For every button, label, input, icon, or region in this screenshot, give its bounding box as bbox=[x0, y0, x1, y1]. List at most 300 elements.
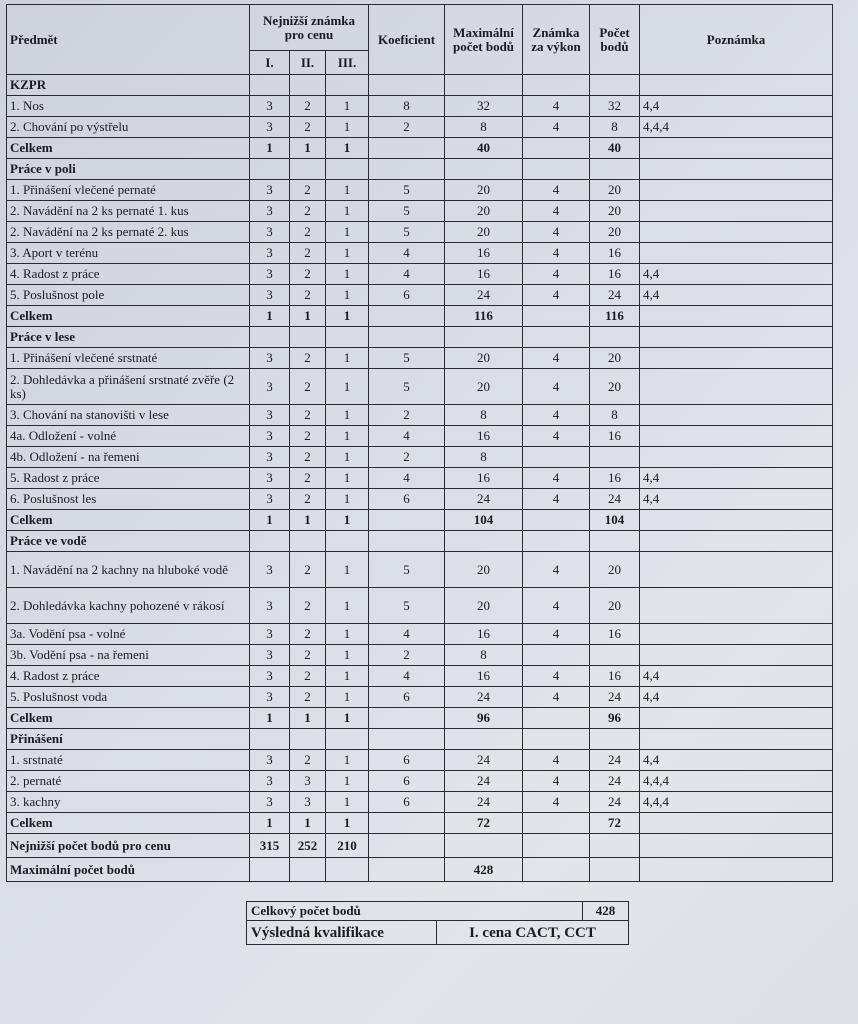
row-points: 20 bbox=[590, 552, 640, 588]
section-header-row bbox=[7, 327, 833, 348]
row-grade-performance: 4 bbox=[523, 117, 590, 138]
row-grade-ii: 2 bbox=[290, 117, 326, 138]
empty-cell bbox=[640, 813, 833, 834]
empty-cell bbox=[250, 327, 290, 348]
row-grade-i: 3 bbox=[250, 588, 290, 624]
total-grade-iii: 1 bbox=[326, 306, 369, 327]
section-total-row bbox=[7, 306, 833, 327]
row-note bbox=[640, 426, 833, 447]
row-note bbox=[640, 348, 833, 369]
row-subject: 5. Poslušnost voda bbox=[7, 687, 250, 708]
empty-cell bbox=[523, 834, 590, 858]
row-grade-iii: 1 bbox=[326, 264, 369, 285]
row-points: 8 bbox=[590, 117, 640, 138]
row-grade-ii: 2 bbox=[290, 96, 326, 117]
row-grade-i: 3 bbox=[250, 426, 290, 447]
row-grade-i: 3 bbox=[250, 222, 290, 243]
row-grade-ii: 2 bbox=[290, 426, 326, 447]
row-subject: 2. Dohledávka kachny pohozené v rákosí bbox=[7, 588, 250, 624]
section-title: Práce v poli bbox=[7, 159, 250, 180]
row-coefficient: 5 bbox=[369, 348, 445, 369]
row-grade-i: 3 bbox=[250, 645, 290, 666]
section-header-row bbox=[7, 75, 833, 96]
row-note bbox=[640, 552, 833, 588]
empty-cell bbox=[326, 75, 369, 96]
row-subject: 5. Poslušnost pole bbox=[7, 285, 250, 306]
empty-cell bbox=[445, 75, 523, 96]
empty-cell bbox=[369, 159, 445, 180]
row-note: 4,4 bbox=[640, 96, 833, 117]
row-max-points: 20 bbox=[445, 369, 523, 405]
row-subject: 4a. Odložení - volné bbox=[7, 426, 250, 447]
empty-cell bbox=[523, 708, 590, 729]
qualification-value: I. cena CACT, CCT bbox=[437, 921, 629, 945]
row-points: 20 bbox=[590, 369, 640, 405]
section-total-row bbox=[7, 510, 833, 531]
section-header-row bbox=[7, 531, 833, 552]
row-grade-i: 3 bbox=[250, 624, 290, 645]
row-note: 4,4,4 bbox=[640, 792, 833, 813]
row-points: 24 bbox=[590, 687, 640, 708]
row-points: 24 bbox=[590, 285, 640, 306]
row-grade-iii: 1 bbox=[326, 666, 369, 687]
empty-cell bbox=[640, 138, 833, 159]
row-grade-iii: 1 bbox=[326, 117, 369, 138]
section-title: Práce v lese bbox=[7, 327, 250, 348]
row-subject: 3. Aport v terénu bbox=[7, 243, 250, 264]
row-grade-i: 3 bbox=[250, 405, 290, 426]
row-subject: 3b. Vodění psa - na řemeni bbox=[7, 645, 250, 666]
row-subject: 1. Přinášení vlečené srstnaté bbox=[7, 348, 250, 369]
row-grade-ii: 3 bbox=[290, 771, 326, 792]
row-max-points: 16 bbox=[445, 426, 523, 447]
header-subject: Předmět bbox=[7, 5, 250, 75]
row-subject: 2. pernaté bbox=[7, 771, 250, 792]
row-max-points: 8 bbox=[445, 645, 523, 666]
max-points-value: 428 bbox=[445, 858, 523, 882]
empty-cell bbox=[369, 834, 445, 858]
row-grade-ii: 2 bbox=[290, 666, 326, 687]
empty-cell bbox=[590, 858, 640, 882]
row-max-points: 24 bbox=[445, 750, 523, 771]
section-total-row bbox=[7, 138, 833, 159]
lowest-points-label: Nejnižší počet bodů pro cenu bbox=[7, 834, 250, 858]
empty-cell bbox=[369, 75, 445, 96]
row-max-points: 32 bbox=[445, 96, 523, 117]
row-coefficient: 2 bbox=[369, 447, 445, 468]
row-points: 24 bbox=[590, 489, 640, 510]
row-grade-i: 3 bbox=[250, 447, 290, 468]
row-note: 4,4,4 bbox=[640, 771, 833, 792]
row-subject: 1. Přinášení vlečené pernaté bbox=[7, 180, 250, 201]
row-note: 4,4 bbox=[640, 687, 833, 708]
row-max-points: 24 bbox=[445, 687, 523, 708]
table-row bbox=[7, 645, 833, 666]
row-grade-ii: 2 bbox=[290, 489, 326, 510]
row-max-points: 20 bbox=[445, 552, 523, 588]
row-coefficient: 6 bbox=[369, 771, 445, 792]
score-table-body bbox=[7, 75, 833, 834]
row-grade-iii: 1 bbox=[326, 180, 369, 201]
row-coefficient: 2 bbox=[369, 117, 445, 138]
empty-cell bbox=[250, 159, 290, 180]
max-points-label: Maximální počet bodů bbox=[7, 858, 250, 882]
table-row bbox=[7, 222, 833, 243]
row-note bbox=[640, 588, 833, 624]
row-points: 16 bbox=[590, 426, 640, 447]
empty-cell bbox=[326, 327, 369, 348]
row-points: 16 bbox=[590, 624, 640, 645]
row-subject: 1. Nos bbox=[7, 96, 250, 117]
empty-cell bbox=[523, 306, 590, 327]
row-grade-iii: 1 bbox=[326, 243, 369, 264]
empty-cell bbox=[590, 834, 640, 858]
row-grade-iii: 1 bbox=[326, 489, 369, 510]
header-grade-i: I. bbox=[250, 51, 290, 75]
score-table-summary bbox=[7, 834, 833, 882]
empty-cell bbox=[290, 75, 326, 96]
row-grade-performance bbox=[523, 447, 590, 468]
row-max-points: 24 bbox=[445, 771, 523, 792]
empty-cell bbox=[250, 531, 290, 552]
row-grade-performance: 4 bbox=[523, 264, 590, 285]
row-coefficient: 6 bbox=[369, 792, 445, 813]
row-grade-ii: 2 bbox=[290, 750, 326, 771]
total-max-points: 96 bbox=[445, 708, 523, 729]
row-grade-performance: 4 bbox=[523, 552, 590, 588]
row-subject: 4. Radost z práce bbox=[7, 264, 250, 285]
row-note bbox=[640, 447, 833, 468]
empty-cell bbox=[445, 834, 523, 858]
row-grade-i: 3 bbox=[250, 750, 290, 771]
header-note: Poznámka bbox=[640, 5, 833, 75]
row-grade-iii: 1 bbox=[326, 201, 369, 222]
row-grade-performance: 4 bbox=[523, 687, 590, 708]
empty-cell bbox=[523, 858, 590, 882]
empty-cell bbox=[590, 531, 640, 552]
row-coefficient: 8 bbox=[369, 96, 445, 117]
empty-cell bbox=[523, 138, 590, 159]
row-points: 20 bbox=[590, 180, 640, 201]
row-max-points: 20 bbox=[445, 348, 523, 369]
table-row bbox=[7, 468, 833, 489]
row-note bbox=[640, 624, 833, 645]
row-points: 24 bbox=[590, 771, 640, 792]
empty-cell bbox=[640, 159, 833, 180]
row-grade-performance: 4 bbox=[523, 666, 590, 687]
row-subject: 6. Poslušnost les bbox=[7, 489, 250, 510]
row-grade-performance: 4 bbox=[523, 588, 590, 624]
empty-cell bbox=[523, 510, 590, 531]
row-grade-i: 3 bbox=[250, 552, 290, 588]
row-grade-performance: 4 bbox=[523, 348, 590, 369]
empty-cell bbox=[640, 306, 833, 327]
total-grade-i: 1 bbox=[250, 306, 290, 327]
total-grade-iii: 1 bbox=[326, 813, 369, 834]
total-label: Celkem bbox=[7, 813, 250, 834]
row-points: 8 bbox=[590, 405, 640, 426]
empty-cell bbox=[640, 708, 833, 729]
row-grade-ii: 2 bbox=[290, 405, 326, 426]
empty-cell bbox=[590, 729, 640, 750]
total-points-label: Celkový počet bodů bbox=[247, 902, 583, 921]
row-coefficient: 4 bbox=[369, 264, 445, 285]
row-points: 20 bbox=[590, 201, 640, 222]
empty-cell bbox=[250, 729, 290, 750]
row-points: 16 bbox=[590, 264, 640, 285]
row-grade-performance: 4 bbox=[523, 405, 590, 426]
row-grade-i: 3 bbox=[250, 96, 290, 117]
row-grade-iii: 1 bbox=[326, 468, 369, 489]
row-max-points: 16 bbox=[445, 624, 523, 645]
row-max-points: 20 bbox=[445, 222, 523, 243]
lowest-points-i: 315 bbox=[250, 834, 290, 858]
table-row bbox=[7, 369, 833, 405]
header-coefficient: Koeficient bbox=[369, 5, 445, 75]
total-label: Celkem bbox=[7, 510, 250, 531]
lowest-points-iii: 210 bbox=[326, 834, 369, 858]
qualification-label: Výsledná kvalifikace bbox=[247, 921, 437, 945]
row-grade-performance: 4 bbox=[523, 96, 590, 117]
row-points: 24 bbox=[590, 792, 640, 813]
row-grade-i: 3 bbox=[250, 264, 290, 285]
row-grade-ii: 2 bbox=[290, 645, 326, 666]
row-grade-performance: 4 bbox=[523, 468, 590, 489]
row-coefficient: 5 bbox=[369, 552, 445, 588]
empty-cell bbox=[369, 531, 445, 552]
row-grade-iii: 1 bbox=[326, 96, 369, 117]
row-coefficient: 6 bbox=[369, 750, 445, 771]
empty-cell bbox=[326, 159, 369, 180]
row-note: 4,4 bbox=[640, 468, 833, 489]
row-grade-iii: 1 bbox=[326, 222, 369, 243]
row-grade-performance: 4 bbox=[523, 489, 590, 510]
section-title: KZPR bbox=[7, 75, 250, 96]
empty-cell bbox=[326, 729, 369, 750]
row-grade-ii: 3 bbox=[290, 792, 326, 813]
row-coefficient: 5 bbox=[369, 201, 445, 222]
row-subject: 3. kachny bbox=[7, 792, 250, 813]
row-note bbox=[640, 222, 833, 243]
row-max-points: 8 bbox=[445, 405, 523, 426]
row-points: 20 bbox=[590, 348, 640, 369]
row-coefficient: 2 bbox=[369, 405, 445, 426]
row-subject: 5. Radost z práce bbox=[7, 468, 250, 489]
row-grade-performance: 4 bbox=[523, 771, 590, 792]
empty-cell bbox=[445, 159, 523, 180]
row-note: 4,4,4 bbox=[640, 117, 833, 138]
row-coefficient: 4 bbox=[369, 468, 445, 489]
empty-cell bbox=[640, 858, 833, 882]
table-row bbox=[7, 750, 833, 771]
row-note bbox=[640, 405, 833, 426]
row-grade-performance: 4 bbox=[523, 624, 590, 645]
row-grade-performance: 4 bbox=[523, 285, 590, 306]
empty-cell bbox=[523, 729, 590, 750]
row-grade-ii: 2 bbox=[290, 624, 326, 645]
row-grade-iii: 1 bbox=[326, 624, 369, 645]
empty-cell bbox=[326, 531, 369, 552]
total-grade-i: 1 bbox=[250, 510, 290, 531]
row-grade-iii: 1 bbox=[326, 369, 369, 405]
row-grade-i: 3 bbox=[250, 489, 290, 510]
row-grade-iii: 1 bbox=[326, 285, 369, 306]
row-grade-ii: 2 bbox=[290, 552, 326, 588]
row-grade-i: 3 bbox=[250, 117, 290, 138]
row-grade-iii: 1 bbox=[326, 348, 369, 369]
empty-cell bbox=[523, 327, 590, 348]
total-label: Celkem bbox=[7, 306, 250, 327]
header-max-points: Maximální počet bodů bbox=[445, 5, 523, 75]
empty-cell bbox=[523, 531, 590, 552]
row-subject: 2. Chování po výstřelu bbox=[7, 117, 250, 138]
row-points: 32 bbox=[590, 96, 640, 117]
row-max-points: 8 bbox=[445, 447, 523, 468]
row-grade-i: 3 bbox=[250, 468, 290, 489]
empty-cell bbox=[640, 510, 833, 531]
row-max-points: 16 bbox=[445, 243, 523, 264]
row-grade-i: 3 bbox=[250, 369, 290, 405]
row-points: 16 bbox=[590, 666, 640, 687]
empty-cell bbox=[369, 858, 445, 882]
row-coefficient: 5 bbox=[369, 222, 445, 243]
row-note: 4,4 bbox=[640, 489, 833, 510]
row-grade-iii: 1 bbox=[326, 771, 369, 792]
row-coefficient: 6 bbox=[369, 687, 445, 708]
row-grade-ii: 2 bbox=[290, 222, 326, 243]
row-grade-performance: 4 bbox=[523, 750, 590, 771]
row-note: 4,4 bbox=[640, 264, 833, 285]
total-grade-ii: 1 bbox=[290, 510, 326, 531]
total-points: 116 bbox=[590, 306, 640, 327]
empty-cell bbox=[445, 729, 523, 750]
row-grade-i: 3 bbox=[250, 285, 290, 306]
empty-cell bbox=[590, 327, 640, 348]
header-grade-iii: III. bbox=[326, 51, 369, 75]
empty-cell bbox=[290, 729, 326, 750]
total-max-points: 116 bbox=[445, 306, 523, 327]
header-points: Počet bodů bbox=[590, 5, 640, 75]
empty-cell bbox=[369, 138, 445, 159]
empty-cell bbox=[290, 327, 326, 348]
empty-cell bbox=[369, 327, 445, 348]
row-grade-iii: 1 bbox=[326, 588, 369, 624]
table-row bbox=[7, 771, 833, 792]
total-points: 40 bbox=[590, 138, 640, 159]
row-grade-performance: 4 bbox=[523, 792, 590, 813]
row-coefficient: 6 bbox=[369, 285, 445, 306]
empty-cell bbox=[290, 858, 326, 882]
row-subject: 2. Navádění na 2 ks pernaté 2. kus bbox=[7, 222, 250, 243]
total-points-value: 428 bbox=[583, 902, 629, 921]
empty-cell bbox=[326, 858, 369, 882]
table-row bbox=[7, 405, 833, 426]
empty-cell bbox=[523, 813, 590, 834]
empty-cell bbox=[369, 510, 445, 531]
row-grade-iii: 1 bbox=[326, 426, 369, 447]
row-grade-i: 3 bbox=[250, 243, 290, 264]
table-row bbox=[7, 201, 833, 222]
row-grade-i: 3 bbox=[250, 687, 290, 708]
row-subject: 3a. Vodění psa - volné bbox=[7, 624, 250, 645]
row-max-points: 16 bbox=[445, 666, 523, 687]
table-row bbox=[7, 264, 833, 285]
row-coefficient: 4 bbox=[369, 666, 445, 687]
table-row bbox=[7, 285, 833, 306]
row-grade-ii: 2 bbox=[290, 447, 326, 468]
row-grade-i: 3 bbox=[250, 771, 290, 792]
empty-cell bbox=[369, 813, 445, 834]
row-coefficient: 5 bbox=[369, 369, 445, 405]
row-note bbox=[640, 180, 833, 201]
section-total-row bbox=[7, 813, 833, 834]
table-row bbox=[7, 117, 833, 138]
row-grade-iii: 1 bbox=[326, 750, 369, 771]
row-grade-performance bbox=[523, 645, 590, 666]
row-subject: 1. Navádění na 2 kachny na hluboké vodě bbox=[7, 552, 250, 588]
section-total-row bbox=[7, 708, 833, 729]
row-points: 20 bbox=[590, 222, 640, 243]
row-points bbox=[590, 645, 640, 666]
row-subject: 3. Chování na stanovišti v lese bbox=[7, 405, 250, 426]
row-grade-ii: 2 bbox=[290, 588, 326, 624]
empty-cell bbox=[640, 531, 833, 552]
section-title: Práce ve vodě bbox=[7, 531, 250, 552]
row-note bbox=[640, 243, 833, 264]
table-row bbox=[7, 489, 833, 510]
total-grade-i: 1 bbox=[250, 813, 290, 834]
row-grade-i: 3 bbox=[250, 201, 290, 222]
row-points bbox=[590, 447, 640, 468]
row-grade-i: 3 bbox=[250, 666, 290, 687]
lowest-points-ii: 252 bbox=[290, 834, 326, 858]
row-points: 16 bbox=[590, 243, 640, 264]
header-grade-ii: II. bbox=[290, 51, 326, 75]
row-max-points: 24 bbox=[445, 285, 523, 306]
row-grade-iii: 1 bbox=[326, 447, 369, 468]
empty-cell bbox=[250, 858, 290, 882]
total-max-points: 72 bbox=[445, 813, 523, 834]
result-table bbox=[246, 901, 629, 945]
section-header-row bbox=[7, 159, 833, 180]
table-row bbox=[7, 624, 833, 645]
row-grade-ii: 2 bbox=[290, 369, 326, 405]
row-grade-iii: 1 bbox=[326, 645, 369, 666]
row-grade-performance: 4 bbox=[523, 180, 590, 201]
empty-cell bbox=[640, 75, 833, 96]
table-row bbox=[7, 447, 833, 468]
row-max-points: 8 bbox=[445, 117, 523, 138]
table-row bbox=[7, 243, 833, 264]
empty-cell bbox=[590, 159, 640, 180]
total-max-points: 40 bbox=[445, 138, 523, 159]
row-max-points: 20 bbox=[445, 588, 523, 624]
row-coefficient: 5 bbox=[369, 180, 445, 201]
row-points: 24 bbox=[590, 750, 640, 771]
row-coefficient: 2 bbox=[369, 645, 445, 666]
row-note bbox=[640, 645, 833, 666]
total-grade-i: 1 bbox=[250, 138, 290, 159]
empty-cell bbox=[369, 729, 445, 750]
total-grade-iii: 1 bbox=[326, 510, 369, 531]
score-table bbox=[6, 4, 833, 882]
row-points: 20 bbox=[590, 588, 640, 624]
row-grade-performance: 4 bbox=[523, 243, 590, 264]
row-subject: 4b. Odložení - na řemeni bbox=[7, 447, 250, 468]
row-coefficient: 4 bbox=[369, 624, 445, 645]
empty-cell bbox=[523, 75, 590, 96]
row-grade-iii: 1 bbox=[326, 405, 369, 426]
